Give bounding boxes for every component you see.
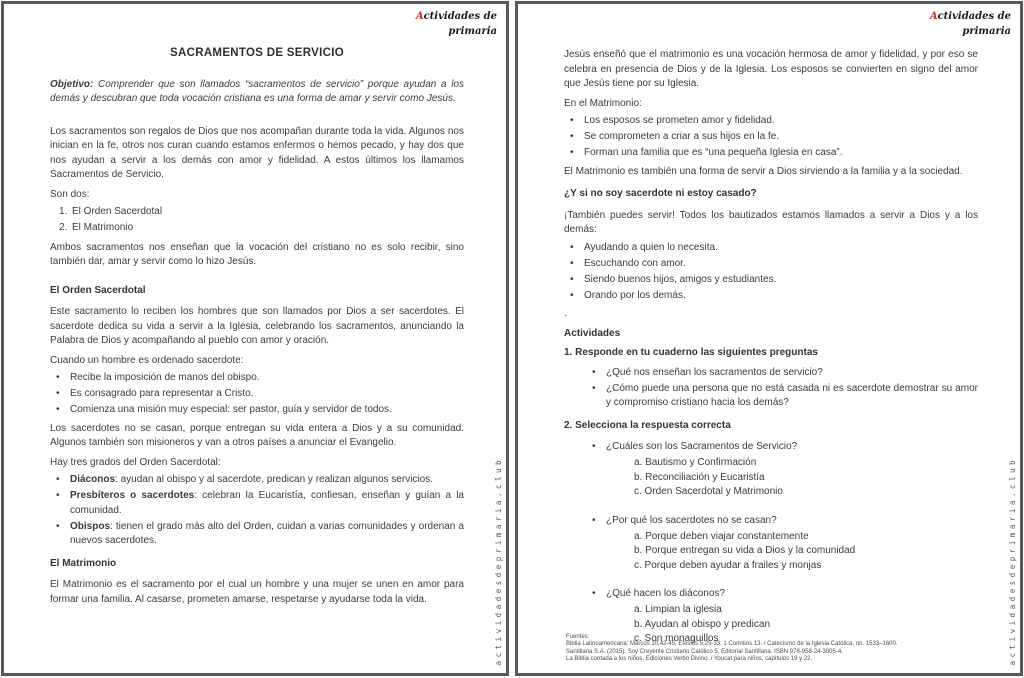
logo-line-2: primaria: [448, 26, 497, 37]
answer-option: c. Porque deben ayudar a frailes y monjas: [634, 559, 822, 571]
objective-paragraph: [50, 78, 464, 107]
list-item-text: ¿Qué nos enseñan los sacramentos de servicio?: [606, 366, 823, 378]
answer-option: c. Orden Sacerdotal y Matrimonio: [634, 486, 783, 497]
ordained-bullet-list: [50, 371, 464, 418]
list-item-text: Recibe la imposición de manos del obispo.: [70, 372, 260, 383]
question-text: ¿Por qué los sacerdotes no se casan?: [606, 514, 777, 526]
list-item-text: El Orden Sacerdotal: [72, 206, 163, 217]
list-item-text: Se comprometen a criar a sus hijos en la fe.: [584, 131, 780, 142]
no-casan-paragraph: Los sacerdotes no se casan, porque entregan su vida entera a Dios y a su comunidad. Algunos también son misioneros y van a otros países a anunciar el Evangelio.: [50, 422, 464, 448]
list-item: [50, 205, 464, 220]
page-1-content: [4, 4, 506, 673]
sources-label: Fuentes:: [566, 633, 590, 640]
tambien-servir-paragraph: ¡También puedes servir! Todos los bautizados estamos llamados a servir a Dios y a los demás:: [564, 209, 978, 235]
bullet-icon: [592, 514, 606, 529]
bullet-icon: [56, 473, 70, 488]
ambos-paragraph: Ambos sacramentos nos enseñan que la vocación del cristiano no es solo recibir, sino también dar, amar y servir como lo hizo Jesús.: [50, 241, 464, 267]
bullet-icon: [592, 366, 606, 381]
question-row: [564, 587, 978, 602]
en-matrimonio-paragraph: En el Matrimonio:: [564, 97, 642, 109]
question-text: ¿Cuáles son los Sacramentos de Servicio?: [606, 441, 798, 452]
grado-description: : celebran la Eucaristía, confiesan, enseñan y guían a la comunidad.: [70, 490, 464, 516]
list-item: [50, 473, 464, 488]
answer-option: a. Porque deben viajar constantemente: [634, 530, 809, 542]
bullet-icon: [56, 489, 70, 518]
list-item-text: [70, 489, 464, 518]
page-1: [1, 1, 509, 676]
list-item-text: Los esposos se prometen amor y fidelidad.: [584, 115, 775, 126]
bullet-icon: [592, 440, 606, 455]
list-item-text: ¿Cómo puede una persona que no está casada ni es sacerdote demostrar su amor y compromiso cristiano hacia los demás?: [606, 382, 978, 408]
answer-option: a. Bautismo y Confirmación: [634, 457, 757, 468]
logo-accent-letter: A: [415, 11, 424, 22]
list-number: 2.: [59, 222, 68, 233]
multiple-choice-question: [564, 440, 978, 500]
bullet-icon: [56, 371, 70, 386]
objective-label: Objetivo:: [50, 78, 94, 90]
heading-actividades: Actividades: [564, 327, 621, 339]
bullet-icon: [56, 403, 70, 418]
grado-description: : tienen el grado más alto del Orden, cuidan a varias comunidades y ordenan a nuevos sacerdotes.: [70, 520, 464, 546]
objective-text: Comprender que son llamados “sacramentos de servicio” porque ayudan a los demás y descubran que toda vocación cristiana es una forma de amar y servir como Jesús.: [50, 78, 464, 104]
answer-option: c. Son monaguillos: [634, 633, 719, 644]
answer-option: b. Porque entregan su vida a Dios y la comunidad: [634, 545, 856, 556]
question-1-title: 1. Responde en tu cuaderno las siguientes preguntas: [564, 347, 818, 358]
grado-term: Obispos: [70, 520, 111, 532]
heading-y-si-no-soy: ¿Y si no soy sacerdote ni estoy casado?: [564, 188, 757, 199]
bullet-icon: [56, 387, 70, 402]
list-item-text: Siendo buenos hijos, amigos y estudiantes.: [584, 273, 777, 285]
answer-option: b. Ayudan al obispo y predican: [634, 618, 771, 630]
heading-matrimonio: El Matrimonio: [50, 557, 117, 569]
logo-accent-letter: A: [929, 11, 938, 22]
grado-term: Presbíteros o sacerdotes: [70, 490, 195, 501]
website-url-vertical: actividadesdeprimaria.club: [494, 456, 503, 665]
list-item-text: [70, 520, 464, 549]
grados-paragraph: Hay tres grados del Orden Sacerdotal:: [50, 456, 221, 468]
list-number: 1.: [59, 206, 68, 217]
bullet-icon: [570, 289, 584, 304]
grados-bullet-list: [50, 473, 464, 549]
grado-description: : ayudan al obispo y al sacerdote, predican y realizan algunos servicios.: [115, 474, 433, 485]
list-item-text: Comienza una misión muy especial: ser pastor, guía y servidor de todos.: [70, 404, 392, 415]
answer-option: b. Reconciliación y Eucaristía: [634, 471, 765, 483]
sacraments-numbered-list: [50, 205, 464, 236]
orden-paragraph: Este sacramento lo reciben los hombres que son llamados por Dios a ser sacerdotes. El sacerdote dedica su vida a servir a la Iglesia, celebrando los sacramentos, anunciando la Palabra de Dios y acompañando al pueblo con amor y oración.: [50, 306, 464, 346]
list-item-text: [70, 473, 464, 488]
question-1-bullet-list: [564, 366, 978, 411]
source-line: Biblia Latinoamericana: Marcos 10,42-45, Efesios 5,25-33; 1 Corintios 13. / Catecismo de la Iglesia Católica, nn. 1533–1600.: [566, 641, 898, 648]
grado-term: Diáconos: [70, 474, 116, 485]
lone-period: .: [564, 308, 567, 319]
question-row: [564, 514, 978, 529]
list-item-text: El Matrimonio: [72, 222, 134, 233]
page-2-content: [518, 4, 1020, 673]
tambien-forma-paragraph: El Matrimonio es también una forma de servir a Dios sirviendo a la familia y a la sociedad.: [564, 165, 963, 177]
list-item: [50, 221, 464, 236]
question-2-title: 2. Selecciona la respuesta correcta: [564, 419, 731, 431]
servir-bullet-list: [564, 241, 978, 304]
list-item: [564, 146, 978, 161]
bullet-icon: [592, 587, 606, 602]
intro-paragraph: Los sacramentos son regalos de Dios que nos acompañan durante toda la vida. Algunos nos inician en la fe, otros nos curan cuando estamos enfermos o hemos pecado, y hay dos que nos ayudan a servir a los demás con amor y fidelidad. A estos últimos los llamamos Sacramentos de Servicio.: [50, 125, 464, 180]
question-2-blocks: [564, 440, 978, 647]
list-item: [564, 130, 978, 145]
list-item-text: Escuchando con amor.: [584, 257, 686, 269]
page-2: [515, 1, 1023, 676]
bullet-icon: [570, 257, 584, 272]
bullet-icon: [570, 130, 584, 145]
list-item-text: Orando por los demás.: [584, 289, 686, 301]
multiple-choice-question: [564, 514, 978, 574]
source-line: La Biblia contada a los niños, Ediciones Verbo Divino. / Youcat para niños, capítulos 19 y 22.: [566, 656, 813, 663]
list-item: [564, 382, 978, 411]
jesus-paragraph: Jesús enseñó que el matrimonio es una vocación hermosa de amor y fidelidad, y por eso se celebra en presencia de Dios y de la Iglesia. Los esposos se convierten en signo del amor que Jesús tiene por su Iglesia.: [564, 49, 978, 89]
document-title: SACRAMENTOS DE SERVICIO: [170, 47, 344, 59]
list-item: [564, 241, 978, 256]
answer-option: a. Limpian la iglesia: [634, 604, 722, 615]
list-item: [564, 273, 978, 288]
list-item: [50, 387, 464, 402]
source-line: Santillana S.A. (2015). Soy Creyente Cristiano Católico 5. Editorial Santillana. ISBN 978-958-24-3005-4.: [566, 648, 843, 655]
question-text: ¿Qué hacen los diáconos?: [606, 588, 725, 599]
heading-orden-sacerdotal: El Orden Sacerdotal: [50, 284, 146, 296]
list-item: [564, 257, 978, 272]
list-item-text: Ayudando a quien lo necesita.: [584, 241, 718, 253]
list-item: [50, 489, 464, 518]
bullet-icon: [56, 520, 70, 549]
list-item: [564, 289, 978, 304]
logo-line-1-rest: ctividades de: [423, 11, 497, 22]
matrimonio-paragraph: El Matrimonio es el sacramento por el cual un hombre y una mujer se unen en amor para formar una familia. Al casarse, prometen amarse, respetarse y ayudarse toda la vida.: [50, 579, 464, 605]
bullet-icon: [570, 114, 584, 129]
list-item: [564, 114, 978, 129]
website-url-vertical: actividadesdeprimaria.club: [1008, 456, 1017, 665]
question-row: [564, 440, 978, 455]
matrimonio-bullet-list: [564, 114, 978, 161]
bullet-icon: [570, 273, 584, 288]
list-item-text: Forman una familia que es “una pequeña Iglesia en casa”.: [584, 147, 843, 158]
bullet-icon: [570, 146, 584, 161]
list-item: [50, 371, 464, 386]
bullet-icon: [592, 382, 606, 411]
bullet-icon: [570, 241, 584, 256]
list-item: [50, 520, 464, 549]
son-dos-paragraph: Son dos:: [50, 188, 90, 200]
list-item: [50, 403, 464, 418]
list-item: [564, 366, 978, 381]
list-item-text: Es consagrado para representar a Cristo.: [70, 388, 254, 399]
logo-line-2: primaria: [962, 26, 1011, 37]
sources-footer: [566, 634, 982, 664]
logo-line-1-rest: ctividades de: [937, 11, 1011, 22]
cuando-paragraph: Cuando un hombre es ordenado sacerdote:: [50, 354, 244, 366]
